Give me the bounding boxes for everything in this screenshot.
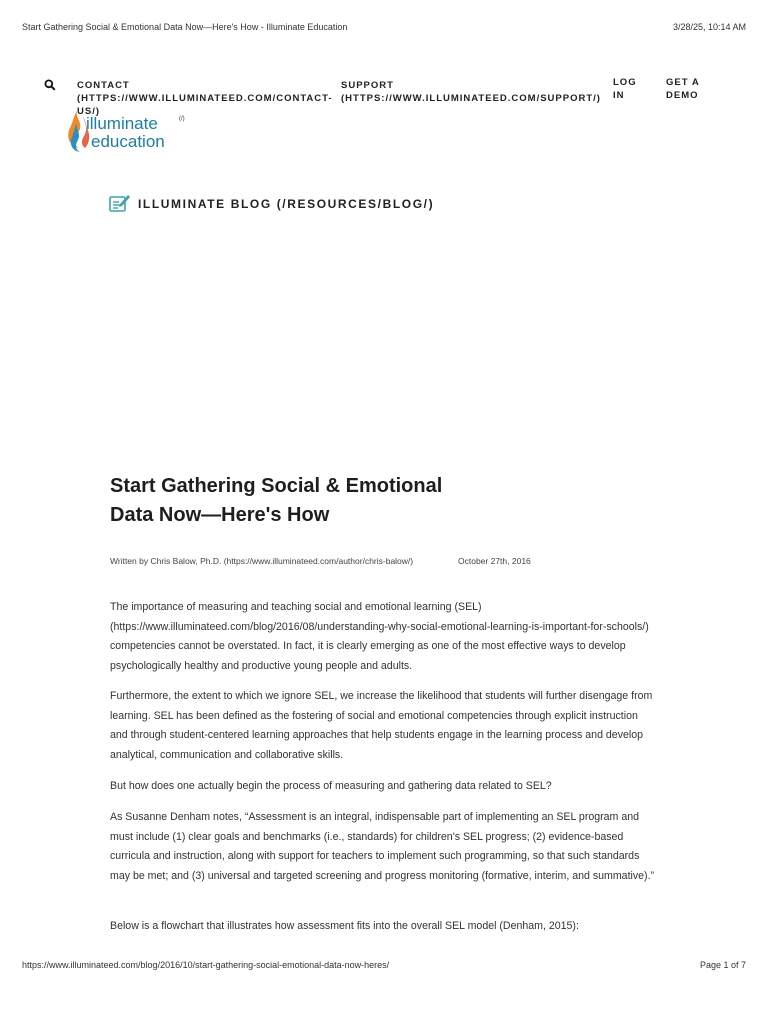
- nav-contact-link[interactable]: CONTACT (HTTPS://WWW.ILLUMINATEED.COM/CONTACT-US/): [77, 80, 333, 117]
- print-header-title: Start Gathering Social & Emotional Data Now—Here's How - Illuminate Education: [22, 22, 348, 32]
- footer-page-number: Page 1 of 7: [699, 960, 746, 970]
- nav-support-link[interactable]: SUPPORT (HTTPS://WWW.ILLUMINATEED.COM/SUPPORT/): [341, 80, 601, 104]
- footer-url: https://www.illuminateed.com/blog/2016/10/start-gathering-social-emotional-data-now-heres/: [22, 960, 390, 970]
- article-paragraph-1: The importance of measuring and teaching social and emotional learning (SEL) (https://www.illuminateed.com/blog/2016/08/understanding-why-social-emotional-learning-is-important-for-schools/) competencies cannot be overstated. In fact, it is clearly emerging as one of the most effective ways to develop psychologically healthy and productive young people and adults.: [110, 601, 649, 672]
- article-title: Start Gathering Social & Emotional Data Now—Here's How: [110, 475, 443, 526]
- logo-text-illuminate: illuminate: [86, 114, 158, 133]
- article-date: October 27th, 2016: [458, 556, 531, 566]
- article-paragraph-5: Below is a flowchart that illustrates how assessment fits into the overall SEL model (Denham, 2015):: [110, 920, 579, 932]
- article-byline[interactable]: Written by Chris Balow, Ph.D. (https://www.illuminateed.com/author/chris-balow/): [110, 556, 414, 566]
- article-paragraph-4: As Susanne Denham notes, “Assessment is an integral, indispensable part of implementing an SEL program and must include (1) clear goals and benchmarks (i.e., standards) for children's SEL progress; (2) evidence-based curricula and instruction, along with support for teachers to implement such programming, so that such standards may be met; and (3) universal and targeted screening and progress monitoring (formative, interim, and summative).”: [110, 811, 655, 882]
- logo-text-education: education: [91, 132, 165, 151]
- print-header-datetime: 3/28/25, 10:14 AM: [672, 22, 746, 32]
- blog-link[interactable]: ILLUMINATE BLOG (/RESOURCES/BLOG/): [138, 197, 435, 211]
- edit-note-icon: [108, 193, 132, 218]
- nav-login-link[interactable]: LOG IN: [613, 77, 637, 101]
- logo-link-suffix: (/): [179, 116, 185, 122]
- nav-get-demo-link[interactable]: GET A DEMO: [666, 77, 700, 101]
- search-icon[interactable]: [44, 78, 56, 96]
- article-paragraph-3: But how does one actually begin the process of measuring and gathering data related to SEL?: [110, 780, 552, 792]
- article-paragraph-2: Furthermore, the extent to which we ignore SEL, we increase the likelihood that students will further disengage from learning. SEL has been defined as the fostering of social and emotional competencies through explicit instruction and through student-centered learning approaches that help students engage in the learning process and develop analytical, communication and collaborative skills.: [110, 690, 653, 761]
- illuminate-logo[interactable]: [63, 104, 203, 156]
